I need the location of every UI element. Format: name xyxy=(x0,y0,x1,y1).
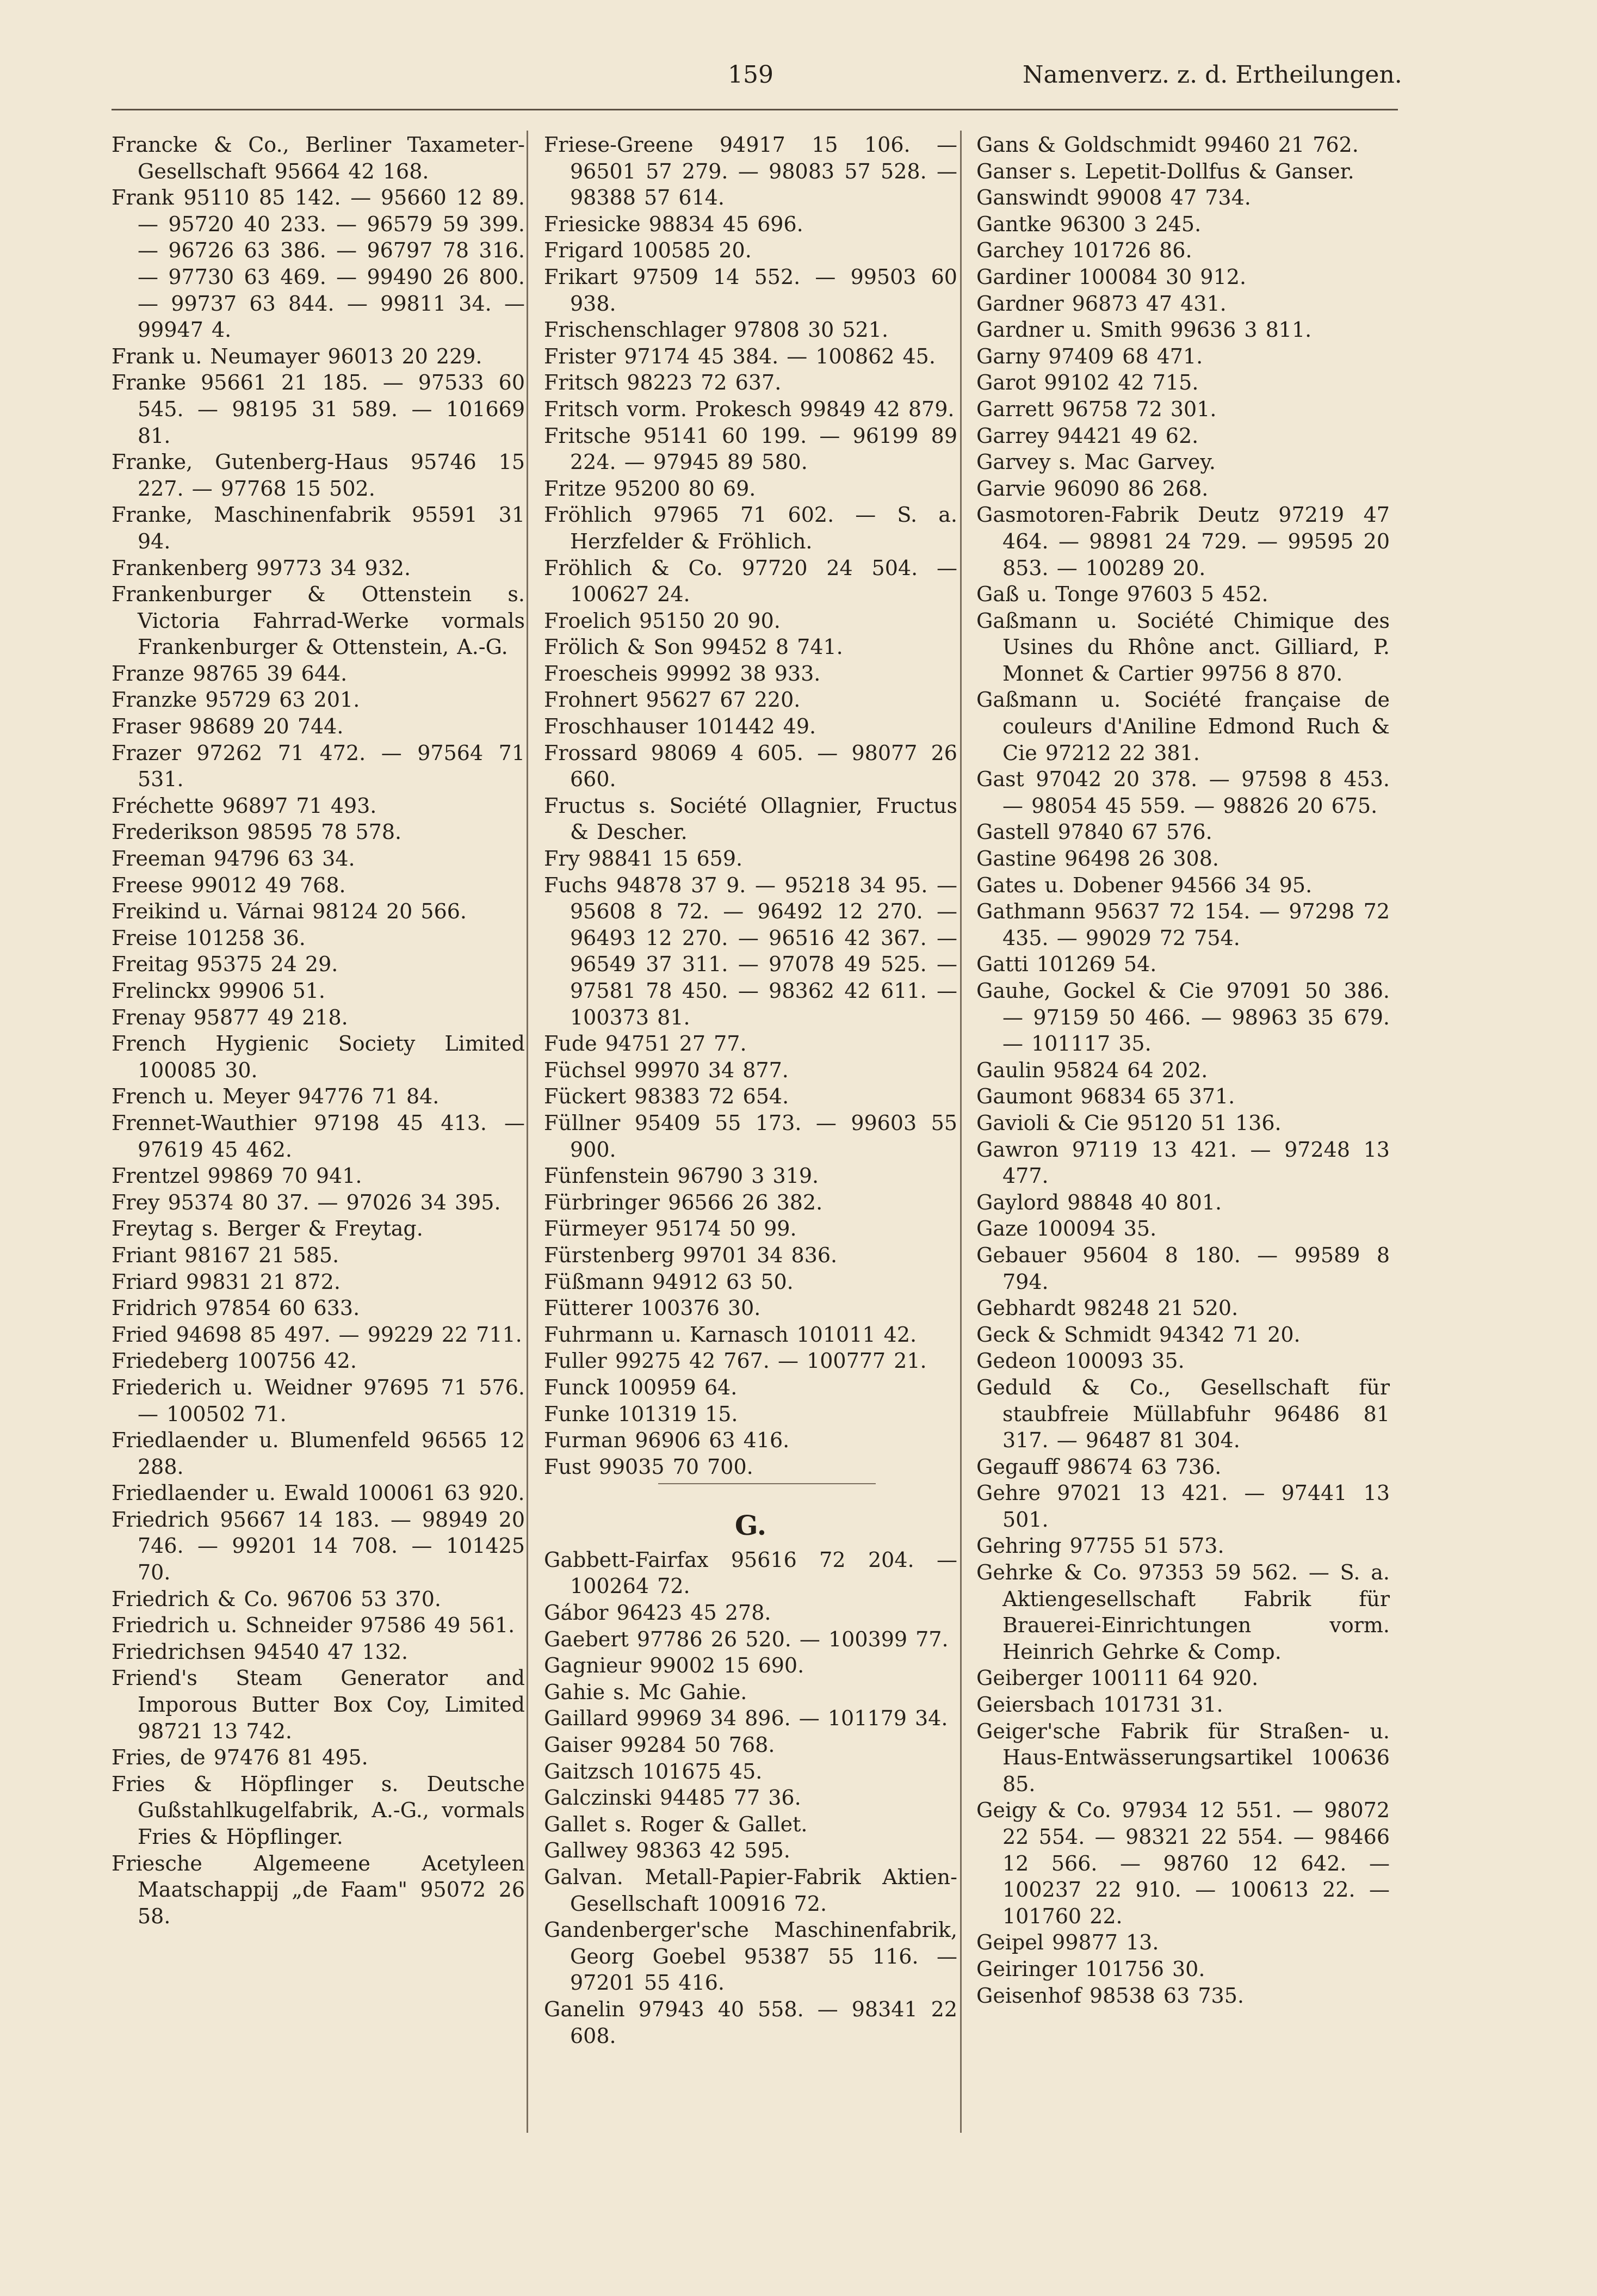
index-entry: Freytag s. Berger & Freytag. xyxy=(112,1217,423,1241)
index-entry: Friedeberg 100756 42. xyxy=(112,1349,357,1373)
index-entry: Garrey 94421 49 62. xyxy=(976,423,1199,448)
index-entry: Froschhauser 101442 49. xyxy=(544,714,816,739)
index-entry: Gehring 97755 51 573. xyxy=(976,1534,1224,1558)
index-entry: Furman 96906 63 416. xyxy=(544,1428,790,1453)
index-entry: Franke 95661 21 185. — 97533 60 545. — 98195 31 589. — 101669 81. xyxy=(112,371,525,448)
page-number: 159 xyxy=(728,61,773,89)
index-entry: Fürbringer 96566 26 382. xyxy=(544,1190,823,1214)
index-entry: Frischenschlager 97808 30 521. xyxy=(544,318,889,342)
index-entry: Friese-Greene 94917 15 106. — 96501 57 279. — 98083 57 528. — 98388 57 614. xyxy=(544,133,957,210)
index-entry: Gastine 96498 26 308. xyxy=(976,847,1219,871)
index-entry: Friedrich 95667 14 183. — 98949 20 746. — 99201 14 708. — 101425 70. xyxy=(112,1507,525,1585)
index-entry: Gaumont 96834 65 371. xyxy=(976,1084,1235,1109)
index-entry: Gans & Goldschmidt 99460 21 762. xyxy=(976,133,1359,157)
index-entry: Froelich 95150 20 90. xyxy=(544,608,781,633)
index-entry: Gabbett-Fairfax 95616 72 204. — 100264 72. xyxy=(544,1547,957,1598)
index-entry: Freise 101258 36. xyxy=(112,925,306,950)
index-entry: Friesche Algemeene Acetyleen Maatschappij „de Faam" 95072 26 58. xyxy=(112,1851,525,1928)
index-entry: Geipel 99877 13. xyxy=(976,1930,1159,1955)
index-entry: Fritsche 95141 60 199. — 96199 89 224. — 97945 89 580. xyxy=(544,423,957,474)
index-entry: Gaebert 97786 26 520. — 100399 77. xyxy=(544,1627,949,1651)
index-entry: Gaßmann u. Société Chimique des Usines du Rhône anct. Gilliard, P. Monnet & Cartier 99756 8 870. xyxy=(976,608,1390,686)
index-entry: Fritze 95200 80 69. xyxy=(544,476,756,501)
index-entry: Garrett 96758 72 301. xyxy=(976,397,1217,421)
column-divider xyxy=(960,131,962,2133)
index-entry: Gaiser 99284 50 768. xyxy=(544,1733,775,1757)
index-entry: Gauhe, Gockel & Cie 97091 50 386. — 97159 50 466. — 98963 35 679. — 101117 35. xyxy=(976,979,1390,1056)
index-entry: Gaitzsch 101675 45. xyxy=(544,1759,763,1783)
index-entry: Frederikson 98595 78 578. xyxy=(112,820,402,844)
index-entry: Füllner 95409 55 173. — 99603 55 900. xyxy=(544,1110,957,1162)
index-entry: Friedrichsen 94540 47 132. xyxy=(112,1639,408,1664)
index-entry: French Hygienic Society Limited 100085 30. xyxy=(112,1032,525,1082)
column-divider xyxy=(527,131,528,2133)
index-entry: Friant 98167 21 585. xyxy=(112,1243,339,1267)
index-entry: Franke, Gutenberg-Haus 95746 15 227. — 97768 15 502. xyxy=(112,450,525,501)
index-entry: Fürmeyer 95174 50 99. xyxy=(544,1217,797,1241)
index-entry: Gaulin 95824 64 202. xyxy=(976,1058,1208,1082)
index-entry: Frikart 97509 14 552. — 99503 60 938. xyxy=(544,264,957,316)
index-entry: Froescheis 99992 38 933. xyxy=(544,661,821,686)
index-entry: Frossard 98069 4 605. — 98077 26 660. xyxy=(544,740,957,792)
index-entry: Gehrke & Co. 97353 59 562. — S. a. Aktiengesellschaft Fabrik für Brauerei-Einrichtungen vorm. Heinrich Gehrke & Comp. xyxy=(976,1560,1390,1664)
index-entry: Freeman 94796 63 34. xyxy=(112,847,355,871)
index-entry: Frentzel 99869 70 941. xyxy=(112,1164,362,1188)
index-entry: Fries & Höpflinger s. Deutsche Gußstahlkugelfabrik, A.-G., vormals Fries & Höpflinger. xyxy=(112,1772,525,1849)
index-entry: Geiberger 100111 64 920. xyxy=(976,1666,1259,1690)
index-entry: Frank u. Neumayer 96013 20 229. xyxy=(112,344,482,368)
index-entry: Fructus s. Société Ollagnier, Fructus & Descher. xyxy=(544,793,957,844)
index-entry: Frigard 100585 20. xyxy=(544,238,752,263)
index-entry: Francke & Co., Berliner Taxameter-Gesellschaft 95664 42 168. xyxy=(112,133,525,183)
index-entry: Fried 94698 85 497. — 99229 22 711. xyxy=(112,1322,522,1347)
index-entry: Gahie s. Mc Gahie. xyxy=(544,1680,747,1704)
index-entry: Gandenberger'sche Maschinenfabrik, Georg Goebel 95387 55 116. — 97201 55 416. xyxy=(544,1918,957,1995)
index-entry: Füchsel 99970 34 877. xyxy=(544,1058,789,1082)
index-entry: Gatti 101269 54. xyxy=(976,952,1157,977)
index-entry: Garvey s. Mac Garvey. xyxy=(976,450,1216,474)
index-entry: Freitag 95375 24 29. xyxy=(112,952,338,977)
index-entry: Fröhlich & Co. 97720 24 504. — 100627 24. xyxy=(544,556,957,607)
index-entry: Gantke 96300 3 245. xyxy=(976,212,1202,236)
index-entry: Frister 97174 45 384. — 100862 45. xyxy=(544,344,936,368)
index-entry: Fréchette 96897 71 493. xyxy=(112,793,377,818)
index-entry: Funck 100959 64. xyxy=(544,1375,738,1399)
index-entry: Galvan. Metall-Papier-Fabrik Aktien-Gesellschaft 100916 72. xyxy=(544,1865,957,1916)
index-entry: Gábor 96423 45 278. xyxy=(544,1601,771,1625)
index-entry: Gardner u. Smith 99636 3 811. xyxy=(976,318,1312,342)
index-entry: Friesicke 98834 45 696. xyxy=(544,212,803,236)
index-entry: Frenay 95877 49 218. xyxy=(112,1005,348,1029)
index-entry: Ganelin 97943 40 558. — 98341 22 608. xyxy=(544,1997,957,2048)
index-entry: Gaßmann u. Société française de couleurs d'Aniline Edmond Ruch & Cie 97212 22 381. xyxy=(976,688,1390,765)
index-entry: Fünfenstein 96790 3 319. xyxy=(544,1164,819,1188)
index-entry: Gebauer 95604 8 180. — 99589 8 794. xyxy=(976,1243,1390,1294)
index-entry: Friend's Steam Generator and Imporous Butter Box Coy, Limited 98721 13 742. xyxy=(112,1666,525,1743)
index-entry: Gast 97042 20 378. — 97598 8 453. — 98054 45 559. — 98826 20 675. xyxy=(976,767,1390,818)
index-entry: Geisenhof 98538 63 735. xyxy=(976,1983,1244,2008)
index-entry: Gebhardt 98248 21 520. xyxy=(976,1296,1239,1320)
index-entry: Fuller 99275 42 767. — 100777 21. xyxy=(544,1349,927,1373)
index-entry: Freese 99012 49 768. xyxy=(112,873,346,897)
index-entry: Garchey 101726 86. xyxy=(976,238,1192,263)
index-entry: French u. Meyer 94776 71 84. xyxy=(112,1084,440,1109)
index-entry: Fröhlich 97965 71 602. — S. a. Herzfelder & Fröhlich. xyxy=(544,503,957,553)
index-entry: Fust 99035 70 700. xyxy=(544,1454,753,1479)
index-entry: Fückert 98383 72 654. xyxy=(544,1084,789,1109)
index-entry: Gallwey 98363 42 595. xyxy=(544,1838,790,1863)
index-entry: Friard 99831 21 872. xyxy=(112,1269,341,1294)
index-entry: Franzke 95729 63 201. xyxy=(112,688,360,712)
index-entry: Fritsch vorm. Prokesch 99849 42 879. xyxy=(544,397,955,421)
index-entry: Gardner 96873 47 431. xyxy=(976,291,1227,316)
index-entry: Frelinckx 99906 51. xyxy=(112,979,326,1003)
index-entry: Garot 99102 42 715. xyxy=(976,371,1199,395)
index-entry: Fritsch 98223 72 637. xyxy=(544,371,782,395)
column-middle xyxy=(544,132,957,2049)
index-entry: Gaylord 98848 40 801. xyxy=(976,1190,1222,1214)
index-entry: Franke, Maschinenfabrik 95591 31 94. xyxy=(112,503,525,553)
index-entry: Geigy & Co. 97934 12 551. — 98072 22 554. — 98321 22 554. — 98466 12 566. — 98760 12 642. — 100237 22 910. — 100613 22. — 101760 22. xyxy=(976,1798,1390,1928)
index-entry: Gehre 97021 13 421. — 97441 13 501. xyxy=(976,1481,1390,1532)
index-entry: Frazer 97262 71 472. — 97564 71 531. xyxy=(112,740,525,792)
index-entry: Ganswindt 99008 47 734. xyxy=(976,186,1251,210)
running-title: Namenverz. z. d. Ertheilungen. xyxy=(1023,61,1402,89)
index-entry: Ganser s. Lepetit-Dollfus & Ganser. xyxy=(976,159,1354,183)
header-rule xyxy=(112,109,1398,110)
index-entry: Gagnieur 99002 15 690. xyxy=(544,1653,804,1678)
index-entry: Frohnert 95627 67 220. xyxy=(544,688,801,712)
index-entry: Fuchs 94878 37 9. — 95218 34 95. — 95608 8 72. — 96492 12 270. — 96493 12 270. — 96516 42 367. — 96549 37 311. — 97078 49 525. — 97581 78 450. — 98362 42 611. — 100373 81. xyxy=(544,873,957,1029)
column-left xyxy=(112,132,525,1929)
index-entry: Gaß u. Tonge 97603 5 452. xyxy=(976,582,1268,607)
index-entry: Gardiner 100084 30 912. xyxy=(976,264,1247,289)
index-entry: Füßmann 94912 63 50. xyxy=(544,1269,794,1294)
index-entry: Gates u. Dobener 94566 34 95. xyxy=(976,873,1313,897)
index-entry: Geiringer 101756 30. xyxy=(976,1956,1205,1981)
index-entry: Gaze 100094 35. xyxy=(976,1217,1157,1241)
index-entry: Fude 94751 27 77. xyxy=(544,1032,747,1056)
index-entry: Fries, de 97476 81 495. xyxy=(112,1745,368,1770)
section-heading: G. xyxy=(734,1509,767,1542)
index-entry: Geck & Schmidt 94342 71 20. xyxy=(976,1322,1301,1347)
index-entry: Friedrich & Co. 96706 53 370. xyxy=(112,1587,442,1611)
index-entry: Frennet-Wauthier 97198 45 413. — 97619 45 462. xyxy=(112,1110,525,1162)
index-entry: Frankenberg 99773 34 932. xyxy=(112,556,411,580)
index-entry: Gegauff 98674 63 736. xyxy=(976,1454,1222,1479)
index-entry: Garvie 96090 86 268. xyxy=(976,476,1209,501)
index-entry: Friedlaender u. Blumenfeld 96565 12 288. xyxy=(112,1428,525,1479)
column-right xyxy=(976,132,1390,2009)
index-entry: Gastell 97840 67 576. xyxy=(976,820,1212,844)
index-entry: Freikind u. Várnai 98124 20 566. xyxy=(112,899,467,924)
index-entry: Friedlaender u. Ewald 100061 63 920. xyxy=(112,1481,525,1505)
index-entry: Gathmann 95637 72 154. — 97298 72 435. — 99029 72 754. xyxy=(976,899,1390,950)
index-entry: Gavioli & Cie 95120 51 136. xyxy=(976,1110,1282,1135)
section-rule xyxy=(658,1483,876,1484)
index-entry: Frankenburger & Ottenstein s. Victoria Fahrrad-Werke vormals Frankenburger & Ottenstein, A.-G. xyxy=(112,582,525,659)
index-entry: Garny 97409 68 471. xyxy=(976,344,1203,368)
index-entry: Fütterer 100376 30. xyxy=(544,1296,761,1320)
index-entry: Frey 95374 80 37. — 97026 34 395. xyxy=(112,1190,501,1214)
index-entry: Funke 101319 15. xyxy=(544,1402,738,1426)
index-entry: Fuhrmann u. Karnasch 101011 42. xyxy=(544,1322,917,1347)
index-entry: Gaillard 99969 34 896. — 101179 34. xyxy=(544,1706,948,1731)
index-entry: Frölich & Son 99452 8 741. xyxy=(544,635,843,659)
index-entry: Fridrich 97854 60 633. xyxy=(112,1296,360,1320)
index-entry: Gedeon 100093 35. xyxy=(976,1349,1185,1373)
index-entry: Gallet s. Roger & Gallet. xyxy=(544,1812,808,1836)
index-entry: Fraser 98689 20 744. xyxy=(112,714,344,739)
index-entry: Friederich u. Weidner 97695 71 576. — 100502 71. xyxy=(112,1375,525,1426)
index-entry: Fürstenberg 99701 34 836. xyxy=(544,1243,838,1267)
index-entry: Fry 98841 15 659. xyxy=(544,847,743,871)
index-entry: Franze 98765 39 644. xyxy=(112,661,348,686)
index-entry: Gasmotoren-Fabrik Deutz 97219 47 464. — 98981 24 729. — 99595 20 853. — 100289 20. xyxy=(976,503,1390,580)
index-entry: Friedrich u. Schneider 97586 49 561. xyxy=(112,1613,515,1638)
index-entry: Geiger'sche Fabrik für Straßen- u. Haus-Entwässerungsartikel 100636 85. xyxy=(976,1719,1390,1796)
index-entry: Frank 95110 85 142. — 95660 12 89. — 95720 40 233. — 96579 59 399. — 96726 63 386. — 96797 78 316. — 97730 63 469. — 99490 26 800. — 99737 63 844. — 99811 34. — 99947 4. xyxy=(112,186,525,342)
index-entry: Galczinski 94485 77 36. xyxy=(544,1786,801,1810)
index-entry: Geduld & Co., Gesellschaft für staubfreie Müllabfuhr 96486 81 317. — 96487 81 304. xyxy=(976,1375,1390,1453)
index-entry: Gawron 97119 13 421. — 97248 13 477. xyxy=(976,1137,1390,1188)
index-entry: Geiersbach 101731 31. xyxy=(976,1693,1223,1717)
